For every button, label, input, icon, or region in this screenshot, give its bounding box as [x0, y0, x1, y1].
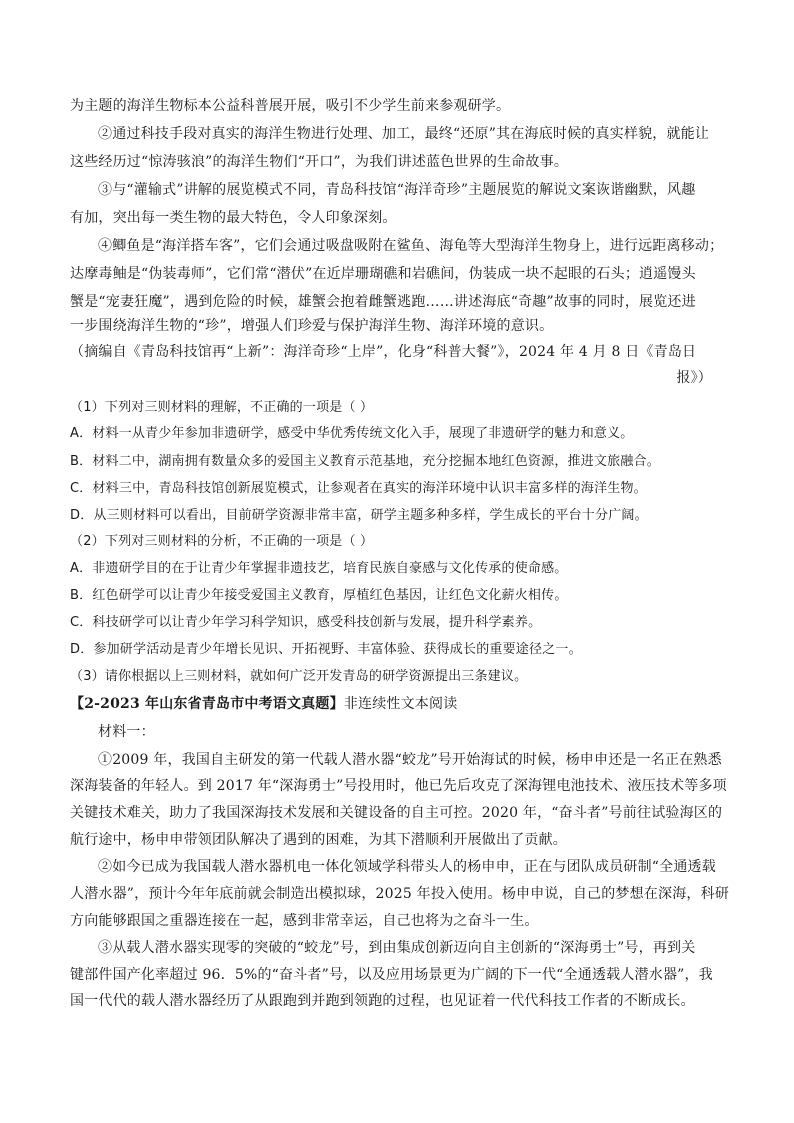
paragraph-line: 人潜水器”，预计今年年底前就会制造出模拟球，2025 年投入使用。杨申申说，自己的梦想在深海，科研 [70, 886, 730, 902]
paragraph-line: 蟹是“宠妻狂魔”，遇到危险的时候，雄蟹会抱着雌蟹逃跑……讲述海底“奇趣”故事的同时，展览还进 [70, 294, 696, 310]
paragraph-line: 为主题的海洋生物标本公益科普展开展，吸引不少学生前来参观研学。 [70, 98, 511, 114]
section-title-type: 非连续性文本阅读 [343, 696, 458, 712]
question-1-stem: （1）下列对三则材料的理解，不正确的一项是（ ） [70, 400, 374, 415]
paragraph-line: ②如今已成为我国载人潜水器机电一体化领域学科带头人的杨申申，正在与团队成员研制“全通透载 [98, 859, 716, 875]
question-1-option-a: A．材料一从青少年参加非遗研学，感受中华优秀传统文化入手，展现了非遗研学的魅力和意义。 [70, 426, 634, 441]
question-2-option-b: B．红色研学可以让青少年接受爱国主义教育，厚植红色基因，让红色文化薪火相传。 [70, 588, 568, 603]
paragraph-line: 这些经历过“惊涛骇浪”的海洋生物们“开口”，为我们讲述蓝色世界的生命故事。 [70, 154, 569, 170]
question-1-option-b: B．材料二中，湖南拥有数量众多的爱国主义教育示范基地，充分挖掘本地红色资源，推进文旅融合。 [70, 454, 660, 469]
section-title [70, 694, 730, 714]
question-2-option-c: C．科技研学可以让青少年学习科学知识，感受科技创新与发展，提升科学素养。 [70, 615, 542, 630]
paragraph-line: 关键技术难关，助力了我国深海技术发展和关键设备的自主可控。2020 年，“奋斗者”号前往试验海区的 [70, 805, 723, 821]
question-2-option-a: A．非遗研学目的在于让青少年掌握非遗技艺，培育民族自豪感与文化传承的使命感。 [70, 561, 568, 576]
paragraph-line: 有加，突出每一类生物的最大特色，令人印象深刻。 [70, 210, 397, 226]
paragraph-line: ①2009 年，我国自主研发的第一代载人潜水器“蛟龙”号开始海试的时候，杨申申还是一名正在熟悉 [98, 752, 722, 768]
paragraph-line: 键部件国产化率超过 96．5%的“奋斗者”号，以及应用场景更为广阔的下一代“全通透载人潜水器”，我 [70, 967, 713, 983]
question-1-option-d: D．从三则材料可以看出，目前研学资源非常丰富，研学主题多种多样，学生成长的平台十分广阔。 [70, 508, 648, 523]
paragraph-line: 国一代代的载人潜水器经历了从跟跑到并跑到领跑的过程，也见证着一代代科技工作者的不断成长。 [70, 993, 695, 1009]
paragraph-line: ③与“灌输式”讲解的展览模式不同，青岛科技馆“海洋奇珍”主题展览的解说文案诙谐幽默，风趣 [98, 182, 696, 198]
paragraph-line: 一步围绕海洋生物的“珍”，增强人们珍爱与保护海洋生物、海洋环境的意识。 [70, 318, 554, 334]
paragraph-line: 航行途中，杨申申带领团队解决了遇到的困难，为其下潜顺利开展做出了贡献。 [70, 832, 567, 848]
section-title-source: 【2-2023 年山东省青岛市中考语文真题】 [70, 696, 344, 712]
paragraph-line: ③从载人潜水器实现零的突破的“蛟龙”号，到由集成创新迈向自主创新的“深海勇士”号，再到关 [98, 940, 696, 956]
question-3-stem: （3）请你根据以上三则材料，就如何广泛开发青岛的研学资源提出三条建议。 [70, 669, 528, 684]
question-2-option-d: D．参加研学活动是青少年增长见识、开拓视野、丰富体验、获得成长的重要途径之一。 [70, 642, 582, 657]
paragraph-line: 方向能够跟国之重器连接在一起，感到非常幸运，自己也将为之奋斗一生。 [70, 913, 539, 929]
source-citation: （摘编自《青岛科技馆再“上新”：海洋奇珍“上岸”，化身“科普大餐”》，2024 年 4 月 8 日《青岛日 [70, 344, 697, 360]
paragraph-line: ②通过科技手段对真实的海洋生物进行处理、加工，最终“还原”其在海底时候的真实样貌，就能让 [98, 126, 710, 142]
paragraph-line: 深海装备的年轻人。到 2017 年“深海勇士”号投用时，他已先后攻克了深海锂电池技术、液压技术等多项 [70, 778, 727, 794]
material-label: 材料一： [98, 724, 155, 740]
source-citation-end: 报》） [676, 370, 712, 386]
paragraph-line: 达摩毒鲉是“伪装毒师”，它们常“潜伏”在近岸珊瑚礁和岩礁间，伪装成一块不起眼的石头；逍遥馒头 [70, 266, 696, 282]
question-1-option-c: C．材料三中，青岛科技馆创新展览模式，让参观者在真实的海洋环境中认识丰富多样的海洋生物。 [70, 481, 647, 496]
paragraph-line: ④鲫鱼是“海洋搭车客”，它们会通过吸盘吸附在鲨鱼、海龟等大型海洋生物身上，进行远距离移动； [98, 238, 724, 254]
question-2-stem: （2）下列对三则材料的分析，不正确的一项是（ ） [70, 534, 374, 549]
